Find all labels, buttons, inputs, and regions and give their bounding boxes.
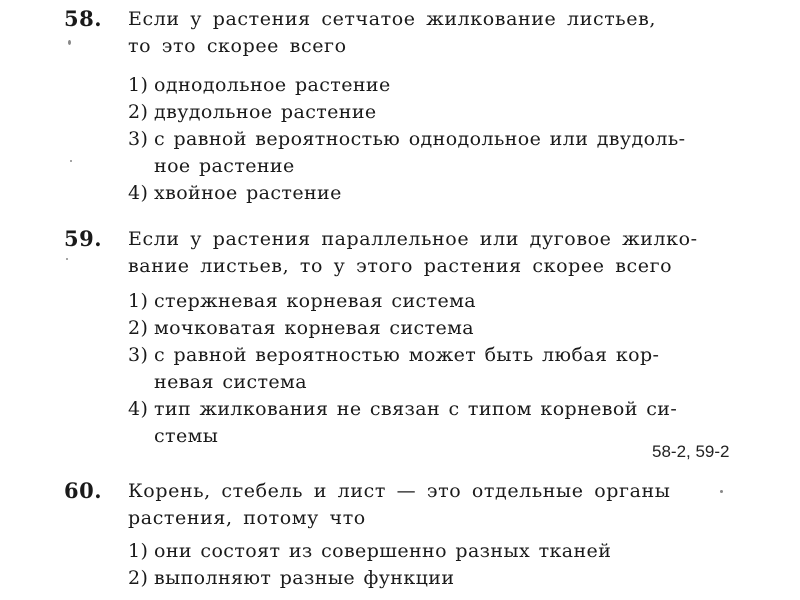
question-text-line: вание листьев, то у этого растения скорее всего xyxy=(128,255,673,277)
answer-option-4 xyxy=(128,396,728,423)
question-number: 59. xyxy=(64,226,103,251)
option-number: 2) xyxy=(128,567,149,589)
question-number: 58. xyxy=(64,6,103,31)
option-number: 2) xyxy=(128,101,149,123)
option-text-continuation: ное растение xyxy=(154,155,295,177)
option-text-continuation: невая система xyxy=(154,371,307,393)
question-text-line: то это скорее всего xyxy=(128,35,347,57)
option-text: они состоят из совершенно разных тканей xyxy=(154,540,612,562)
answer-options xyxy=(128,72,728,207)
scan-speck xyxy=(720,490,723,493)
option-text-continuation: стемы xyxy=(154,425,219,447)
scan-speck xyxy=(70,160,72,162)
option-text: с равной вероятностью может быть любая кор- xyxy=(154,344,660,366)
answer-option-1 xyxy=(128,72,728,99)
option-number: 1) xyxy=(128,290,149,312)
answer-key-note: 58-2, 59-2 xyxy=(652,442,730,461)
question-text-line: Корень, стебель и лист — это отдельные органы xyxy=(128,480,671,502)
answer-options xyxy=(128,288,728,450)
option-number: 3) xyxy=(128,344,149,366)
answer-options xyxy=(128,538,728,592)
question-text xyxy=(128,226,728,280)
answer-option-4 xyxy=(128,180,728,207)
answer-option-3 xyxy=(128,342,728,369)
question-text-line: Если у растения параллельное или дуговое жилко- xyxy=(128,228,698,250)
question-text-line: Если у растения сетчатое жилкование листьев, xyxy=(128,8,657,30)
option-number: 1) xyxy=(128,540,149,562)
answer-option-1 xyxy=(128,538,728,565)
answer-option-3 xyxy=(128,126,728,153)
answer-option-2 xyxy=(128,315,728,342)
option-text: однодольное растение xyxy=(154,74,391,96)
option-text: тип жилкования не связан с типом корневой си- xyxy=(154,398,678,420)
scan-speck xyxy=(68,40,71,45)
option-number: 4) xyxy=(128,182,149,204)
answer-option-2 xyxy=(128,99,728,126)
option-text: выполняют разные функции xyxy=(154,567,455,589)
question-number: 60. xyxy=(64,478,103,503)
option-text: мочковатая корневая система xyxy=(154,317,475,339)
answer-option-2 xyxy=(128,565,728,592)
answer-option-1 xyxy=(128,288,728,315)
option-text: двудольное растение xyxy=(154,101,377,123)
option-text: с равной вероятностью однодольное или двудоль- xyxy=(154,128,686,150)
question-text xyxy=(128,6,728,60)
scan-speck xyxy=(66,258,68,260)
option-text: хвойное растение xyxy=(154,182,342,204)
option-number: 3) xyxy=(128,128,149,150)
option-number: 2) xyxy=(128,317,149,339)
option-number: 4) xyxy=(128,398,149,420)
option-text: стержневая корневая система xyxy=(154,290,477,312)
question-text-line: растения, потому что xyxy=(128,507,366,529)
question-text xyxy=(128,478,728,532)
option-number: 1) xyxy=(128,74,149,96)
